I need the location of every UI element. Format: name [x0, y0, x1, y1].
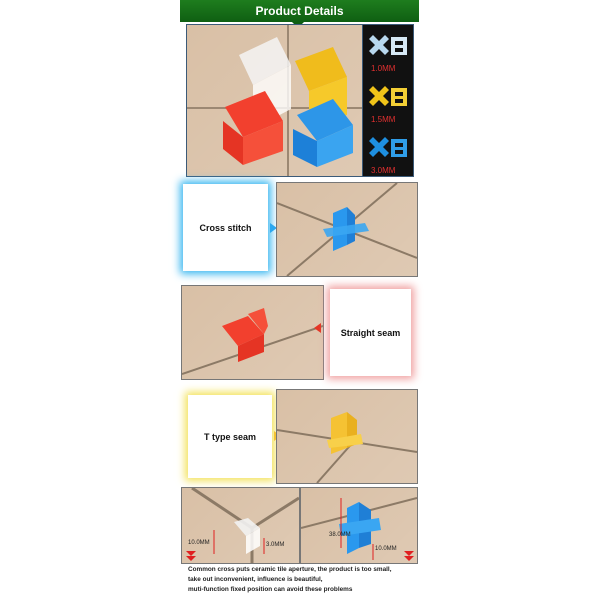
cross-stitch-illustration	[277, 183, 417, 276]
product-details-header	[180, 0, 419, 22]
t-type-seam-photo	[276, 389, 418, 484]
dimension-label-3mm: 3.0MM	[266, 542, 285, 548]
cross-stitch-label: Cross stitch	[199, 222, 252, 233]
dimension-label-10mm-left: 10.0MM	[188, 540, 210, 546]
hero-product-photo	[186, 24, 364, 177]
thickness-variants	[362, 24, 414, 177]
variant-3mm-label: 3.0MM	[371, 166, 396, 175]
straight-seam-photo	[181, 285, 324, 380]
description-line-1: Common cross puts ceramic tile aperture, the product is too small,	[188, 566, 392, 573]
straight-seam-card	[330, 289, 411, 376]
t-type-seam-card	[188, 395, 272, 478]
t-type-seam-illustration	[277, 390, 417, 483]
product-description	[188, 565, 418, 595]
measurement-photo-right	[300, 487, 418, 564]
dimension-label-38mm: 38.0MM	[329, 532, 351, 538]
cross-stitch-card	[183, 184, 268, 271]
measurement-left-illustration	[182, 488, 299, 563]
variant-1mm[interactable]	[363, 25, 413, 75]
header-title: Product Details	[255, 4, 344, 18]
straight-seam-arrow	[314, 323, 321, 333]
variant-1-5mm-icon	[363, 78, 413, 118]
variant-1mm-label: 1.0MM	[371, 64, 396, 73]
cross-stitch-photo	[276, 182, 418, 277]
measurement-photo-left	[181, 487, 300, 564]
variant-1-5mm-label: 1.5MM	[371, 115, 396, 124]
variant-3mm[interactable]	[363, 127, 413, 177]
description-line-2: take out inconvenient, influence is beautiful,	[188, 576, 323, 583]
spacer-illustration	[187, 25, 363, 176]
straight-seam-illustration	[182, 286, 323, 379]
straight-seam-label: Straight seam	[340, 327, 401, 338]
variant-1mm-icon	[363, 27, 413, 67]
t-type-seam-label: T type seam	[203, 431, 257, 442]
scroll-down-icon-left-2	[186, 556, 196, 561]
scroll-down-icon-right-2	[404, 556, 414, 561]
variant-3mm-icon	[363, 129, 413, 169]
description-line-3: muti-function fixed position can avoid these problems	[188, 586, 353, 593]
measurement-right-illustration	[301, 488, 417, 563]
variant-1-5mm[interactable]	[363, 76, 413, 126]
dimension-label-10mm-right: 10.0MM	[375, 546, 397, 552]
